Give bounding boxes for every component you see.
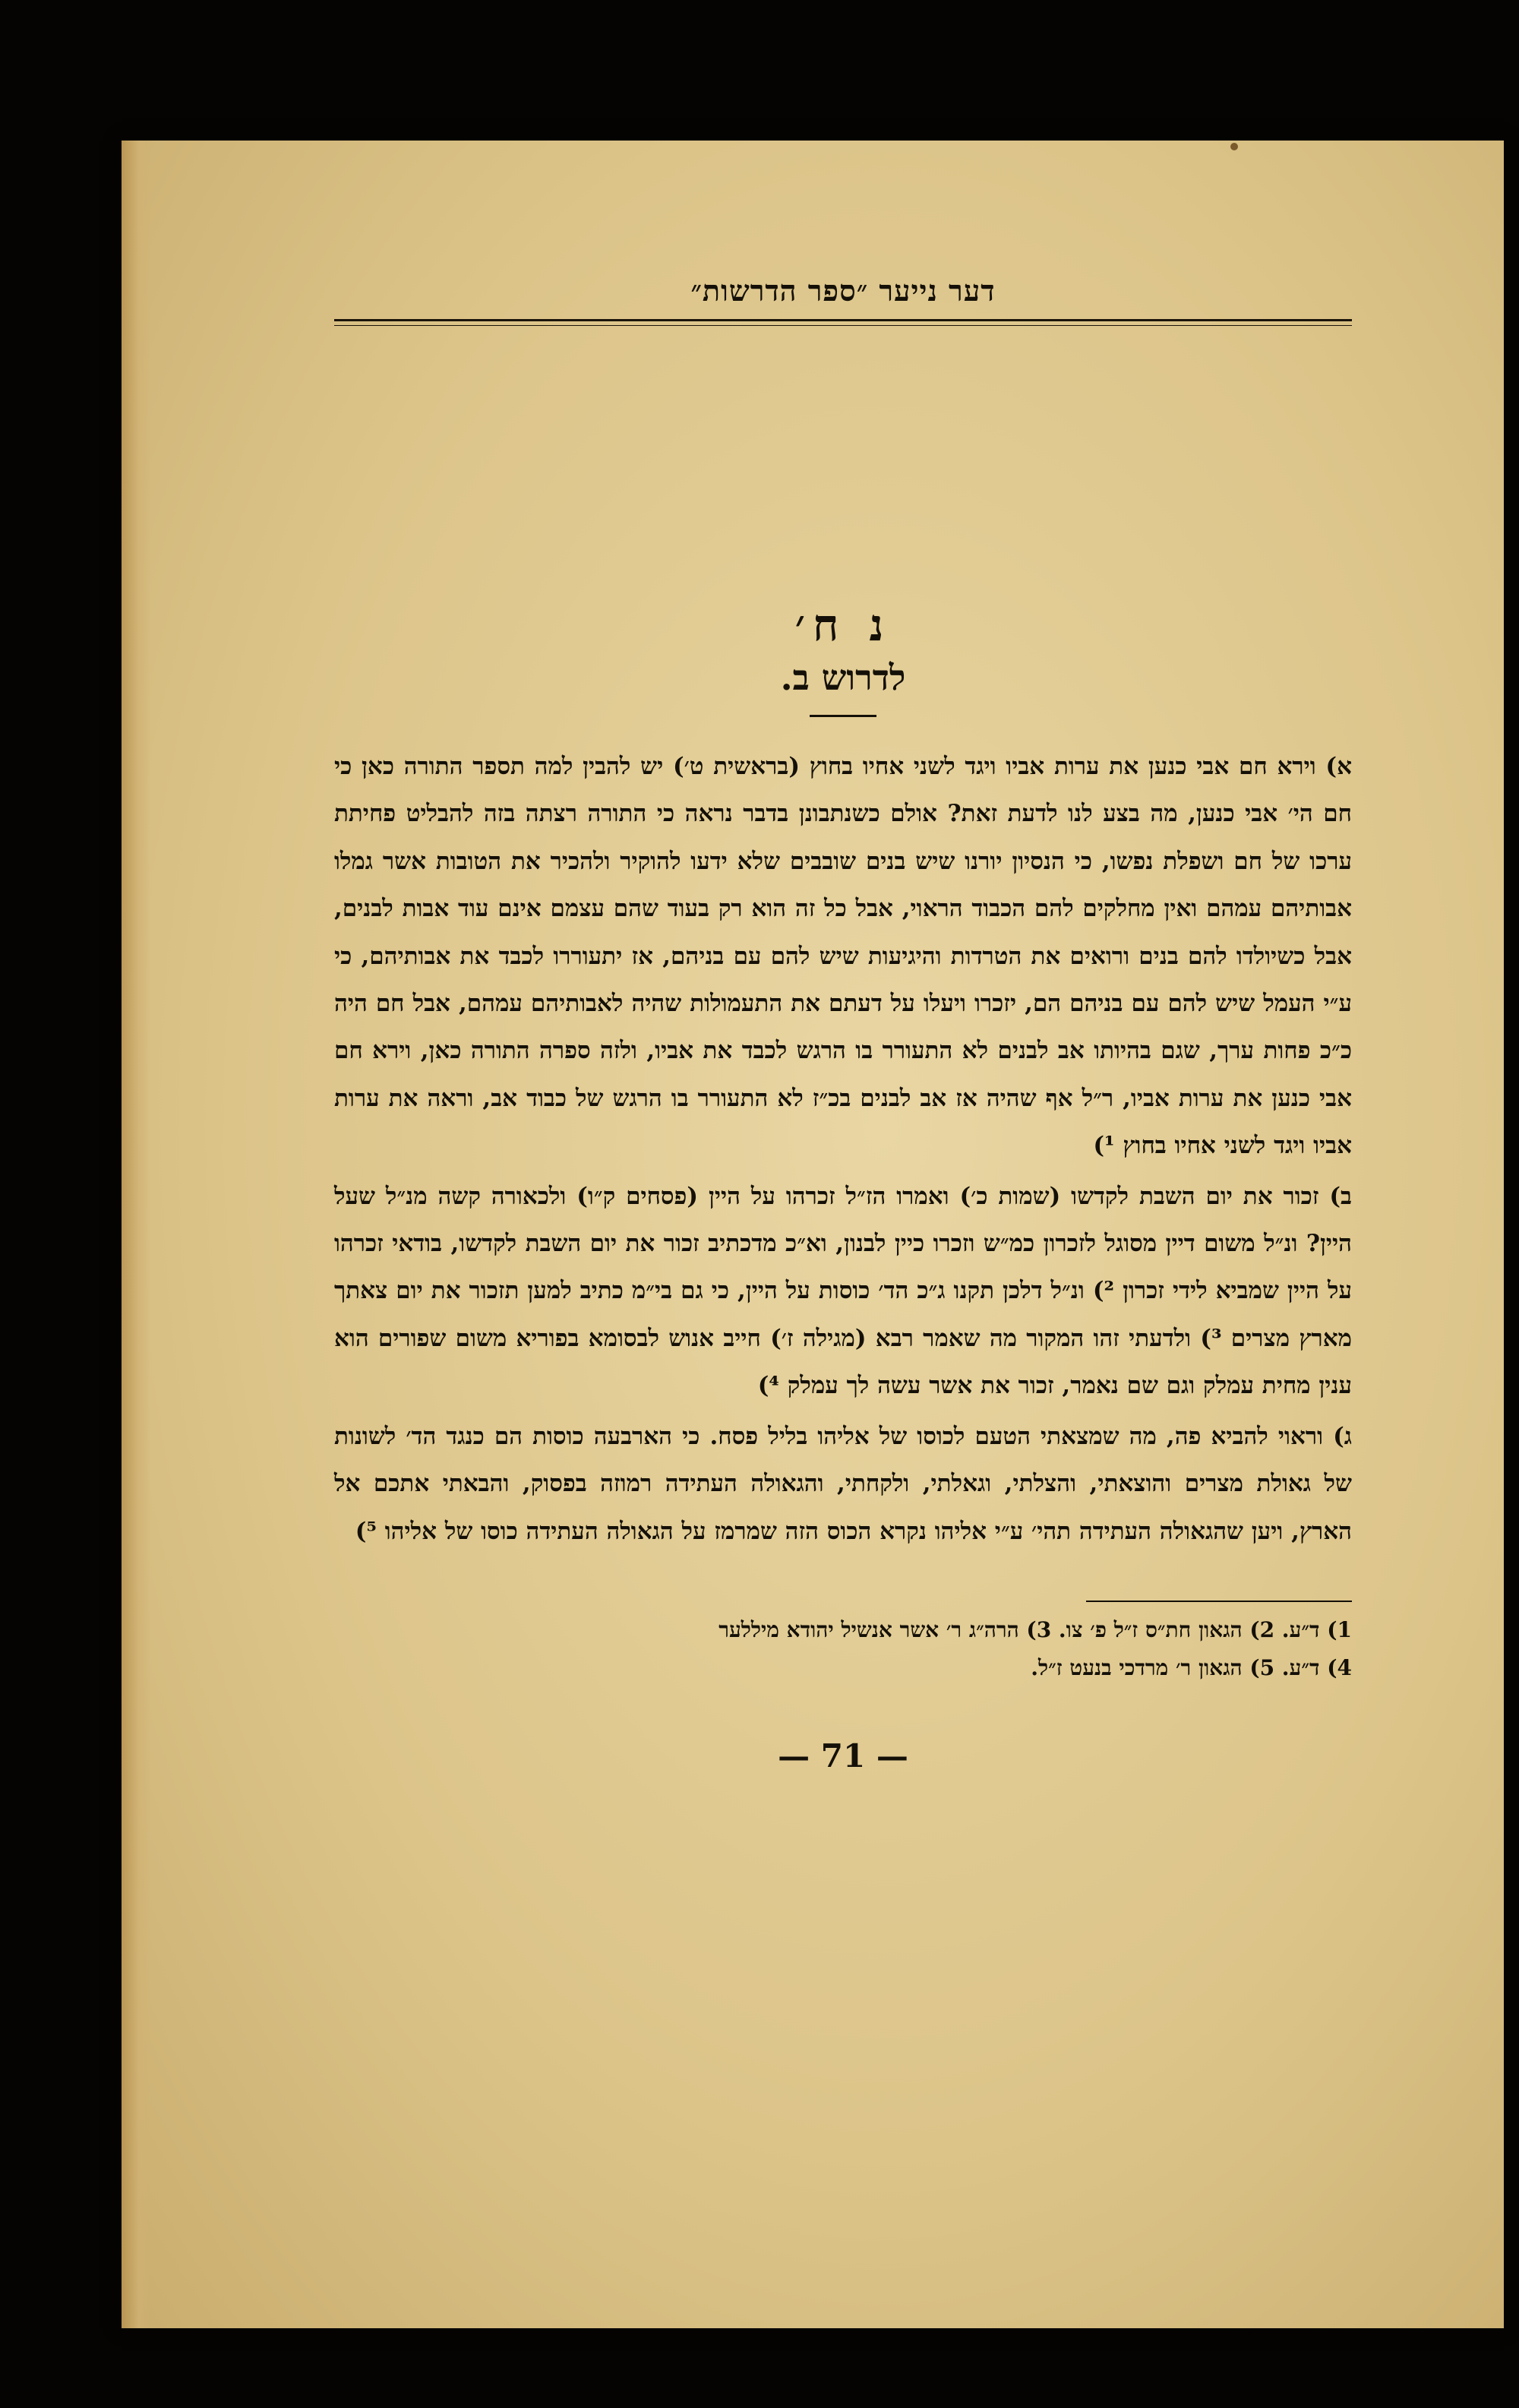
footnote-divider — [1086, 1601, 1352, 1602]
section-subtitle: לדרוש ב. — [780, 657, 906, 698]
running-head: דער נייער ״ספר הדרשות״ — [690, 273, 996, 308]
body-text — [334, 743, 1352, 1555]
page-spine-shadow — [122, 141, 150, 2328]
header-rule — [334, 319, 1352, 326]
page-content — [334, 273, 1352, 1774]
footnote-line-2: 4) ד״ע. 5) הגאון ר׳ מרדכי בנעט ז״ל. — [1031, 1654, 1352, 1680]
paragraph-bet: ב) זכור את יום השבת לקדשו (שמות כ׳) ואמרו הז״ל זכרהו על היין (פסחים ק״ו) ולכאורה קשה מנ״ל שעל היין? ונ״ל משום דיין מסוגל לזכרון כמ״ש וזכרו כיין לבנון, וא״כ מדכתיב זכור את יום השבת לקדשו, בודאי זכרהו על היין שמביא לידי זכרון ²) ונ״ל דלכן תקנו ג״כ הד׳ כוסות על היין, כי גם בי״מ כתיב למען תזכור את יום צאתך מארץ מצרים ³) ולדעתי זהו המקור מה שאמר רבא (מגילה ז׳) חייב אנוש לבסומא בפוריא משום שפורים הוא ענין מחית עמלק וגם שם נאמר, זכור את אשר עשה לך עמלק ⁴) — [334, 1182, 1352, 1400]
footnote-line-1: 1) ד״ע. 2) הגאון חת״ס ז״ל פ׳ צו. 3) הרה״ג ר׳ אשר אנשיל יהודא מיללער — [718, 1616, 1352, 1642]
page-number: — 71 — — [778, 1736, 908, 1774]
paragraph-alef: א) וירא חם אבי כנען את ערות אביו ויגד לשני אחיו בחוץ (בראשית ט׳) יש להבין למה תספר התורה כאן כי חם הי׳ אבי כנען, מה בצע לנו לדעת זאת? אולם כשנתבונן בדבר נראה כי התורה רצתה בזה להבליט פחיתת ערכו של חם ושפלת נפשו, כי הנסיון יורנו שיש בנים שובבים שלא ידעו להוקיר ולהכיר את הטובות אשר גמלו אבותיהם עמהם ואין מחלקים להם הכבוד הראוי, אבל כל זה הוא רק בעוד שהם עצמם אינם עוד אבות לבנים, אבל כשיולדו להם בנים ורואים את הטרדות והיגיעות שיש להם עם בניהם, אז יתעוררו לכבד את אבותיהם, כי ע״י העמל שיש להם עם בניהם הם, יזכרו ויעלו על דעתם את התעמולות שהיה לאבותיהם עמהם, אבל חם היה כ״כ פחות ערך, שגם בהיותו אב לבנים לא התעורר בו הרגש לכבד את אביו, ולזה ספרה התורה כאן, וירא חם אבי כנען את ערות אביו, ר״ל אף שהיה אז אב לבנים בכ״ז לא התעורר בו הרגש של כבוד אב, וראה את ערות אביו ויגד לשני אחיו בחוץ ¹) — [334, 753, 1352, 1160]
paragraph-gimel: ג) וראוי להביא פה, מה שמצאתי הטעם לכוסו של אליהו בליל פסח. כי הארבעה כוסות הם כנגד הד׳ לשונות של גאולת מצרים והוצאתי, והצלתי, וגאלתי, ולקחתי, והגאולה העתידה רמוזה בפסוק, והבאתי אתכם אל הארץ, ויען שהגאולה העתידה תהי׳ ע״י אליהו נקרא הכוס הזה שמרמז על הגאולה העתידה כוסו של אליהו ⁵) — [334, 1422, 1352, 1545]
chapter-title: נ ח׳ — [794, 599, 892, 651]
footnotes — [334, 1611, 1352, 1687]
page-mark — [1230, 143, 1238, 150]
title-divider — [810, 715, 876, 717]
